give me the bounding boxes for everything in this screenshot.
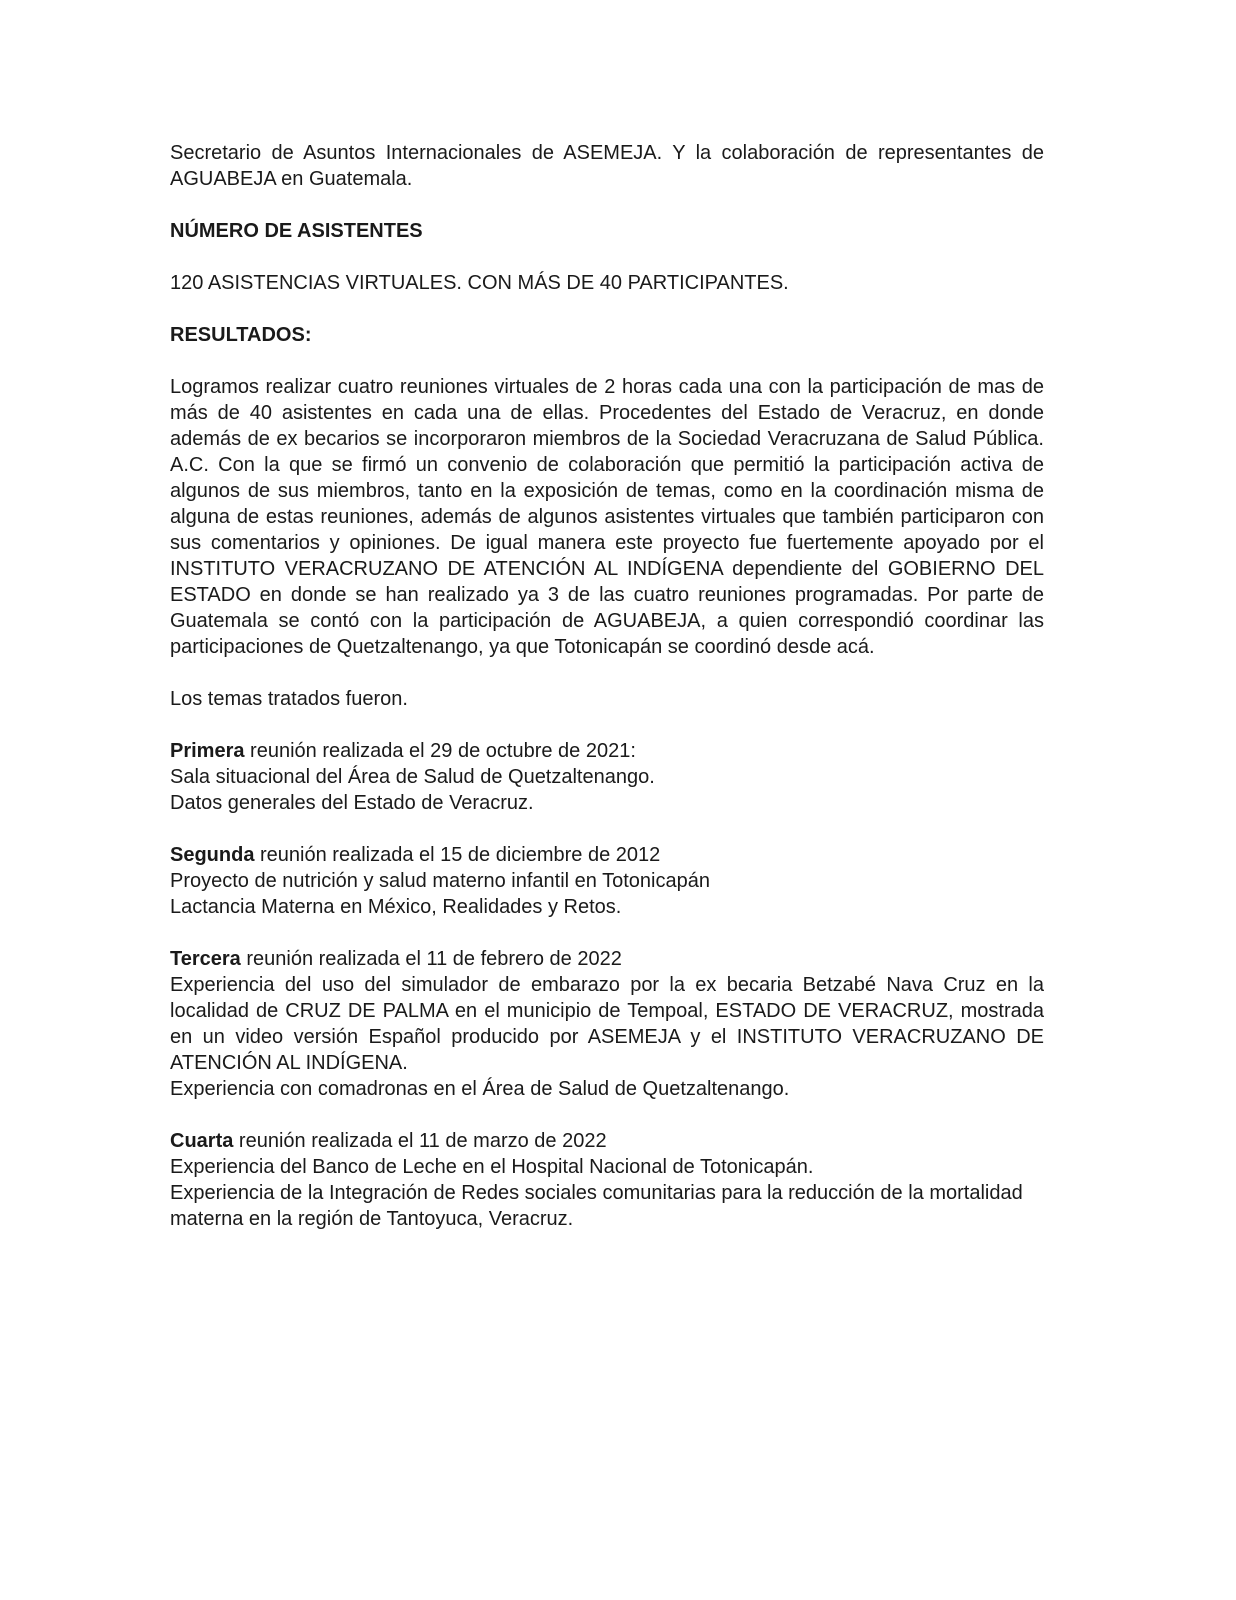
meeting-block-4 [170, 1128, 1044, 1232]
meeting-topic: Lactancia Materna en México, Realidades y Retos. [170, 896, 622, 918]
meeting-topic: Datos generales del Estado de Veracruz. [170, 792, 534, 814]
meeting-topic: Experiencia con comadronas en el Área de Salud de Quetzaltenango. [170, 1078, 790, 1100]
meeting-block-2 [170, 842, 1044, 920]
meeting-title [170, 1128, 1044, 1154]
intro-paragraph: Secretario de Asuntos Internacionales de ASEMEJA. Y la colaboración de representantes de AGUABEJA en Guatemala. [170, 142, 1044, 190]
meeting-topic: Experiencia de la Integración de Redes sociales comunitarias para la reducción de la mortalidad materna en la región de Tantoyuca, Veracruz. [170, 1182, 1023, 1230]
meeting-date: reunión realizada el 11 de febrero de 2022 [240, 948, 622, 970]
meeting-label: Tercera [170, 948, 241, 970]
attendees-heading: NÚMERO DE ASISTENTES [170, 220, 423, 242]
meeting-block-3 [170, 946, 1044, 1102]
document-page [170, 140, 1044, 1232]
meeting-title [170, 842, 1044, 868]
meeting-topic: Sala situacional del Área de Salud de Quetzaltenango. [170, 766, 655, 788]
meeting-date: reunión realizada el 29 de octubre de 2021: [244, 740, 636, 762]
meeting-label: Segunda [170, 844, 255, 866]
meeting-label: Primera [170, 740, 245, 762]
meeting-date: reunión realizada el 15 de diciembre de 2012 [254, 844, 661, 866]
topics-intro: Los temas tratados fueron. [170, 688, 408, 710]
meeting-label: Cuarta [170, 1130, 234, 1152]
meeting-topic: Proyecto de nutrición y salud materno infantil en Totonicapán [170, 870, 710, 892]
meeting-title [170, 738, 1044, 764]
meeting-block-1 [170, 738, 1044, 816]
meeting-date: reunión realizada el 11 de marzo de 2022 [233, 1130, 607, 1152]
meeting-title [170, 946, 1044, 972]
results-paragraph: Logramos realizar cuatro reuniones virtuales de 2 horas cada una con la participación de mas de más de 40 asistentes en cada una de ellas. Procedentes del Estado de Veracruz, en donde además de ex becarios se incorporaron miembros de la Sociedad Veracruzana de Salud Pública. A.C. Con la que se firmó un convenio de colaboración que permitió la participación activa de algunos de sus miembros, tanto en la exposición de temas, como en la coordinación misma de alguna de estas reuniones, además de algunos asistentes virtuales que también participaron con sus comentarios y opiniones. De igual manera este proyecto fue fuertemente apoyado por el INSTITUTO VERACRUZANO DE ATENCIÓN AL INDÍGENA dependiente del GOBIERNO DEL ESTADO en donde se han realizado ya 3 de las cuatro reuniones programadas. Por parte de Guatemala se contó con la participación de AGUABEJA, a quien correspondió coordinar las participaciones de Quetzaltenango, ya que Totonicapán se coordinó desde acá. [170, 376, 1044, 658]
meeting-topic: Experiencia del uso del simulador de embarazo por la ex becaria Betzabé Nava Cruz en la localidad de CRUZ DE PALMA en el municipio de Tempoal, ESTADO DE VERACRUZ, mostrada en un video versión Español producido por ASEMEJA y el INSTITUTO VERACRUZANO DE ATENCIÓN AL INDÍGENA. [170, 974, 1044, 1074]
attendees-value: 120 ASISTENCIAS VIRTUALES. CON MÁS DE 40 PARTICIPANTES. [170, 272, 789, 294]
results-heading: RESULTADOS: [170, 324, 312, 346]
meeting-topic: Experiencia del Banco de Leche en el Hospital Nacional de Totonicapán. [170, 1156, 814, 1178]
